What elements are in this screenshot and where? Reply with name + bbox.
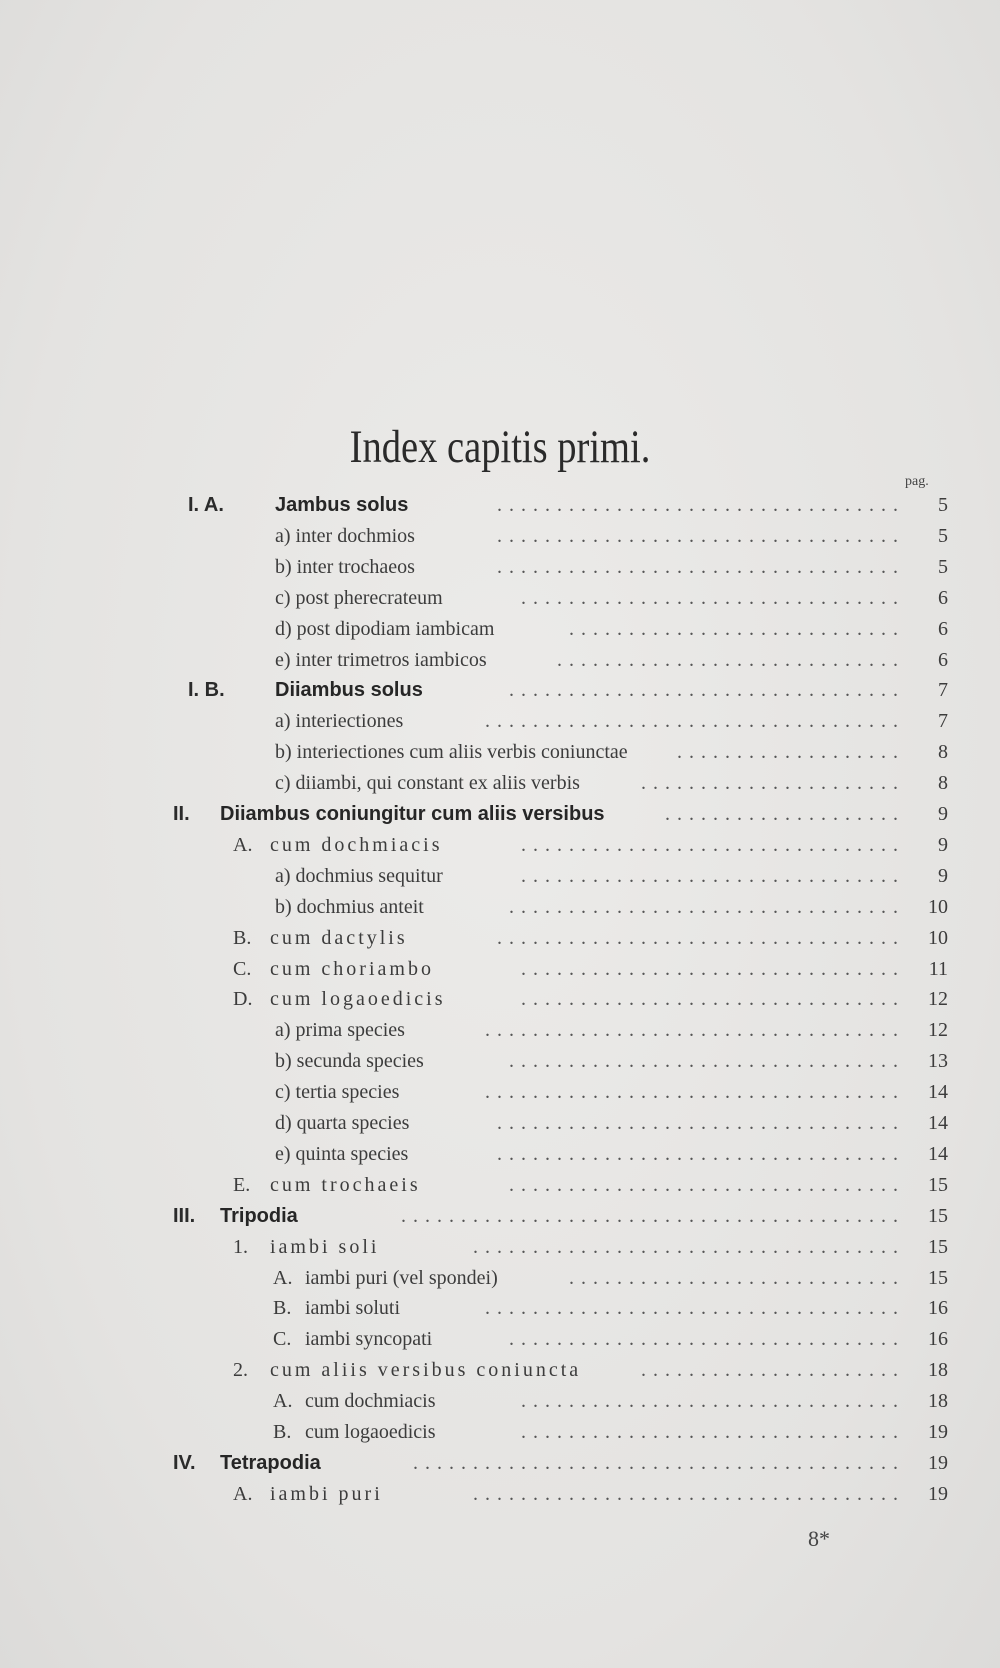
toc-entry-label: Tripodia	[220, 1204, 298, 1227]
leader-dots: ..................................	[497, 555, 905, 578]
leader-dots: ...................	[677, 741, 905, 764]
toc-entry-page: 10	[928, 895, 948, 918]
toc-entry	[0, 1170, 1000, 1200]
toc-entry	[0, 1232, 1000, 1262]
toc-entry	[0, 737, 1000, 767]
toc-entry-number: D.	[233, 988, 253, 1011]
toc-entry-label: Diiambus coniungitur cum aliis versibus	[220, 803, 605, 825]
toc-entry-page: 6	[938, 617, 948, 640]
toc-entry	[0, 552, 1000, 582]
toc-entry-page: 15	[928, 1173, 948, 1196]
toc-entry-number: C.	[233, 957, 252, 980]
toc-entry-page: 14	[928, 1081, 948, 1104]
toc-entry-number: II.	[173, 803, 190, 825]
leader-dots: ..................................	[497, 494, 905, 516]
toc-entry	[0, 1046, 1000, 1076]
toc-entry	[0, 830, 1000, 860]
toc-entry-label: cum aliis versibus coniuncta	[270, 1359, 582, 1382]
leader-dots: ................................	[521, 833, 905, 856]
leader-dots: ..................................	[497, 1142, 905, 1165]
toc-entry	[0, 614, 1000, 644]
leader-dots: .................................	[509, 895, 905, 918]
toc-entry	[0, 799, 1000, 829]
toc-entry-label: iambi puri	[270, 1482, 383, 1505]
page-title: Index capitis primi.	[349, 421, 651, 473]
toc-entry-number: B.	[273, 1297, 292, 1320]
toc-entry-label: a) interiectiones	[275, 710, 404, 733]
toc-entry-label: iambi soluti	[305, 1297, 400, 1320]
toc-entry-label: iambi puri (vel spondei)	[305, 1266, 498, 1289]
toc-entry	[0, 1139, 1000, 1169]
toc-entry-label: iambi syncopati	[305, 1328, 433, 1351]
toc-entry-label: Tetrapodia	[220, 1451, 321, 1474]
toc-entry-page: 15	[928, 1204, 948, 1227]
toc-entry-label: cum logaoedicis	[270, 988, 446, 1011]
toc-entry-page: 5	[938, 494, 948, 516]
leader-dots: ................................	[521, 864, 905, 887]
toc-entry-page: 15	[928, 1235, 948, 1258]
leader-dots: .................................	[509, 1328, 905, 1351]
toc-entry-page: 15	[928, 1266, 948, 1289]
toc-entry-number: A.	[273, 1266, 293, 1289]
toc-entry-page: 13	[928, 1050, 948, 1073]
toc-entry-page: 6	[938, 586, 948, 609]
page-column-label: pag.	[905, 474, 929, 489]
toc-entry-number: 2.	[233, 1359, 248, 1382]
toc-entry-page: 7	[938, 679, 948, 702]
toc-entry-page: 5	[938, 555, 948, 578]
toc-entry-label: b) secunda species	[275, 1050, 424, 1073]
leader-dots: ................................	[521, 1421, 905, 1443]
leader-dots: ....................	[665, 803, 905, 825]
toc-entry	[0, 1263, 1000, 1293]
toc-entry-label: e) quinta species	[275, 1142, 409, 1165]
toc-entry	[0, 1293, 1000, 1323]
toc-entry-number: 1.	[233, 1235, 248, 1258]
toc-entry-number: E.	[233, 1173, 251, 1196]
leader-dots: .........................................	[413, 1451, 905, 1474]
toc-entry-label: a) prima species	[275, 1019, 405, 1042]
toc-entry	[0, 1201, 1000, 1231]
leader-dots: ...................................	[485, 1297, 905, 1320]
toc-entry-page: 19	[928, 1421, 948, 1443]
toc-entry	[0, 490, 1000, 520]
toc-entry-number: B.	[273, 1421, 292, 1443]
leader-dots: ................................	[521, 1390, 905, 1413]
toc-entry-page: 14	[928, 1142, 948, 1165]
toc-entry	[0, 1417, 1000, 1447]
toc-entry	[0, 954, 1000, 984]
leader-dots: .................................	[509, 1173, 905, 1196]
signature-mark: 8*	[808, 1526, 830, 1551]
leader-dots: ..........................................	[401, 1204, 905, 1227]
toc-entry-page: 12	[928, 1019, 948, 1042]
toc-entry-label: c) diiambi, qui constant ex aliis verbis	[275, 772, 580, 795]
toc-entry-page: 6	[938, 648, 948, 671]
toc-entry-label: b) dochmius anteit	[275, 895, 424, 918]
leader-dots: ......................	[641, 1359, 905, 1382]
toc-entry-page: 9	[938, 833, 948, 856]
toc-entry-number: A.	[273, 1390, 293, 1413]
leader-dots: .............................	[557, 648, 905, 671]
toc-entry-page: 18	[928, 1359, 948, 1382]
toc-entry-label: d) post dipodiam iambicam	[275, 617, 495, 640]
leader-dots: ..................................	[497, 1112, 905, 1134]
toc-entry-page: 16	[928, 1328, 948, 1351]
toc-entry	[0, 861, 1000, 891]
toc-entry	[0, 923, 1000, 953]
toc-entry-page: 18	[928, 1390, 948, 1413]
toc-entry-page: 19	[928, 1451, 948, 1474]
toc-entry-label: b) interiectiones cum aliis verbis coniunctae	[275, 741, 628, 764]
toc-entry-number: C.	[273, 1328, 292, 1351]
toc-entry-number: IV.	[173, 1451, 196, 1474]
toc-entry-label: Diiambus solus	[275, 679, 423, 702]
leader-dots: ............................	[569, 617, 905, 640]
leader-dots: ....................................	[473, 1482, 905, 1505]
leader-dots: .................................	[509, 679, 905, 702]
toc-entry-number: I. B.	[188, 679, 225, 702]
toc-entry	[0, 675, 1000, 705]
toc-entry	[0, 1108, 1000, 1138]
toc-entry	[0, 583, 1000, 613]
toc-entry-label: cum choriambo	[270, 957, 434, 980]
leader-dots: ................................	[521, 988, 905, 1011]
leader-dots: ............................	[569, 1266, 905, 1289]
toc-entry	[0, 1324, 1000, 1354]
toc-entry	[0, 1015, 1000, 1045]
leader-dots: ................................	[521, 957, 905, 980]
toc-entry-label: iambi soli	[270, 1235, 380, 1258]
toc-entry-page: 7	[938, 710, 948, 733]
toc-entry	[0, 892, 1000, 922]
toc-entry-label: Jambus solus	[275, 494, 409, 516]
toc-entry-label: cum dochmiacis	[305, 1390, 436, 1413]
toc-entry-page: 9	[938, 803, 948, 825]
toc-entry	[0, 1479, 1000, 1509]
toc-entry-number: I. A.	[188, 494, 224, 516]
leader-dots: ..................................	[497, 524, 905, 547]
toc-entry-number: A.	[233, 1482, 253, 1505]
leader-dots: ...................................	[485, 1019, 905, 1042]
leader-dots: .................................	[509, 1050, 905, 1073]
toc-entry-number: B.	[233, 926, 252, 949]
toc-entry	[0, 768, 1000, 798]
toc-entry	[0, 1448, 1000, 1478]
toc-entry-page: 11	[928, 957, 948, 980]
leader-dots: ......................	[641, 772, 905, 795]
leader-dots: ................................	[521, 586, 905, 609]
toc-entry-page: 8	[938, 772, 948, 795]
toc-entry-page: 14	[928, 1112, 948, 1134]
toc-entry-label: d) quarta species	[275, 1112, 410, 1134]
toc-entry-page: 19	[928, 1482, 948, 1505]
toc-entry-page: 12	[928, 988, 948, 1011]
toc-entry-label: a) inter dochmios	[275, 524, 415, 547]
toc-entry	[0, 1386, 1000, 1416]
toc-entry	[0, 1077, 1000, 1107]
toc-entry-label: cum dactylis	[270, 926, 408, 949]
toc-entry-label: b) inter trochaeos	[275, 555, 415, 578]
toc-entry-label: c) post pherecrateum	[275, 586, 443, 609]
toc-entry	[0, 645, 1000, 675]
toc-entry	[0, 1355, 1000, 1385]
toc-entry	[0, 984, 1000, 1014]
toc-entry-page: 9	[938, 864, 948, 887]
toc-entry-page: 5	[938, 524, 948, 547]
toc-entry-label: cum logaoedicis	[305, 1421, 436, 1443]
toc-entry-label: a) dochmius sequitur	[275, 864, 443, 887]
toc-entry-page: 16	[928, 1297, 948, 1320]
toc-entry-label: e) inter trimetros iambicos	[275, 648, 487, 671]
leader-dots: ..................................	[497, 926, 905, 949]
toc-entry-label: c) tertia species	[275, 1081, 400, 1104]
leader-dots: ...................................	[485, 710, 905, 733]
toc-entry-label: cum dochmiacis	[270, 833, 443, 856]
leader-dots: ...................................	[485, 1081, 905, 1104]
toc-entry-page: 10	[928, 926, 948, 949]
toc-entry-number: III.	[173, 1204, 196, 1227]
toc-entry-label: cum trochaeis	[270, 1173, 421, 1196]
toc-entry-page: 8	[938, 741, 948, 764]
toc-entry	[0, 706, 1000, 736]
toc-entry	[0, 521, 1000, 551]
toc-entry-number: A.	[233, 833, 253, 856]
leader-dots: ....................................	[473, 1235, 905, 1258]
